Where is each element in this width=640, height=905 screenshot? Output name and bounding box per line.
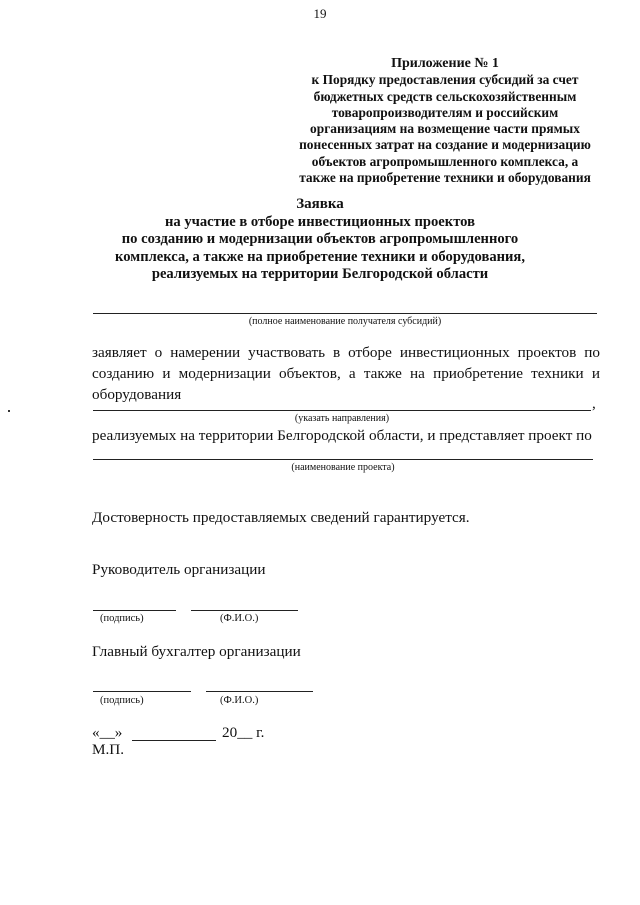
date-month-line[interactable] bbox=[132, 740, 216, 741]
accountant-name-caption: (Ф.И.О.) bbox=[220, 695, 259, 706]
recipient-name-line[interactable] bbox=[93, 313, 597, 314]
direction-caption: (указать направления) bbox=[294, 413, 390, 424]
scan-speck bbox=[8, 410, 10, 412]
project-caption: (наименование проекта) bbox=[291, 462, 395, 473]
title-line: по созданию и модернизации объектов агропромышленного bbox=[121, 231, 519, 248]
guarantee-statement: Достоверность предоставляемых сведений гарантируется. bbox=[92, 509, 470, 526]
accountant-title: Главный бухгалтер организации bbox=[92, 643, 301, 660]
project-name-line[interactable] bbox=[93, 459, 593, 460]
appendix-line: объектов агропромышленного комплекса, а bbox=[311, 153, 579, 169]
head-name-caption: (Ф.И.О.) bbox=[220, 613, 259, 624]
date-year: 20__ г. bbox=[222, 724, 265, 741]
title-line: реализуемых на территории Белгородской области bbox=[151, 266, 489, 283]
head-signature-line[interactable] bbox=[93, 610, 176, 611]
document-title: Заявка bbox=[296, 196, 344, 212]
appendix-line: также на приобретение техники и оборудования bbox=[299, 170, 591, 186]
appendix-line: бюджетных средств сельскохозяйственным bbox=[313, 88, 577, 104]
recipient-caption: (полное наименование получателя субсидий) bbox=[248, 316, 442, 327]
head-name-line[interactable] bbox=[191, 610, 298, 611]
appendix-line: товаропроизводителям и российским bbox=[331, 104, 559, 120]
page-number: 19 bbox=[313, 6, 327, 21]
territory-text: реализуемых на территории Белгородской области, и представляет проект по bbox=[92, 427, 592, 444]
direction-line[interactable] bbox=[93, 410, 591, 411]
appendix-header bbox=[280, 56, 610, 186]
appendix-line: организациям на возмещение части прямых bbox=[310, 121, 580, 137]
head-title: Руководитель организации bbox=[92, 561, 266, 578]
stamp-place: М.П. bbox=[92, 741, 125, 758]
appendix-line: понесенных затрат на создание и модернизацию bbox=[299, 137, 591, 153]
appendix-line: к Порядку предоставления субсидий за счет bbox=[311, 72, 579, 88]
head-signature-caption: (подпись) bbox=[100, 613, 144, 624]
accountant-signature-caption: (подпись) bbox=[100, 695, 144, 706]
title-line: на участие в отборе инвестиционных проектов bbox=[165, 213, 475, 230]
declaration-paragraph: заявляет о намерении участвовать в отборе инвестиционных проектов по созданию и модернизации объектов, а также на приобретение техники и оборудования bbox=[92, 344, 600, 403]
accountant-signature-line[interactable] bbox=[93, 691, 191, 692]
appendix-title: Приложение № 1 bbox=[391, 56, 499, 71]
direction-comma: , bbox=[592, 395, 596, 412]
accountant-name-line[interactable] bbox=[206, 691, 313, 692]
date-quote: «__» bbox=[92, 724, 123, 741]
application-title bbox=[80, 196, 560, 284]
title-line: комплекса, а также на приобретение техники и оборудования, bbox=[115, 248, 525, 265]
